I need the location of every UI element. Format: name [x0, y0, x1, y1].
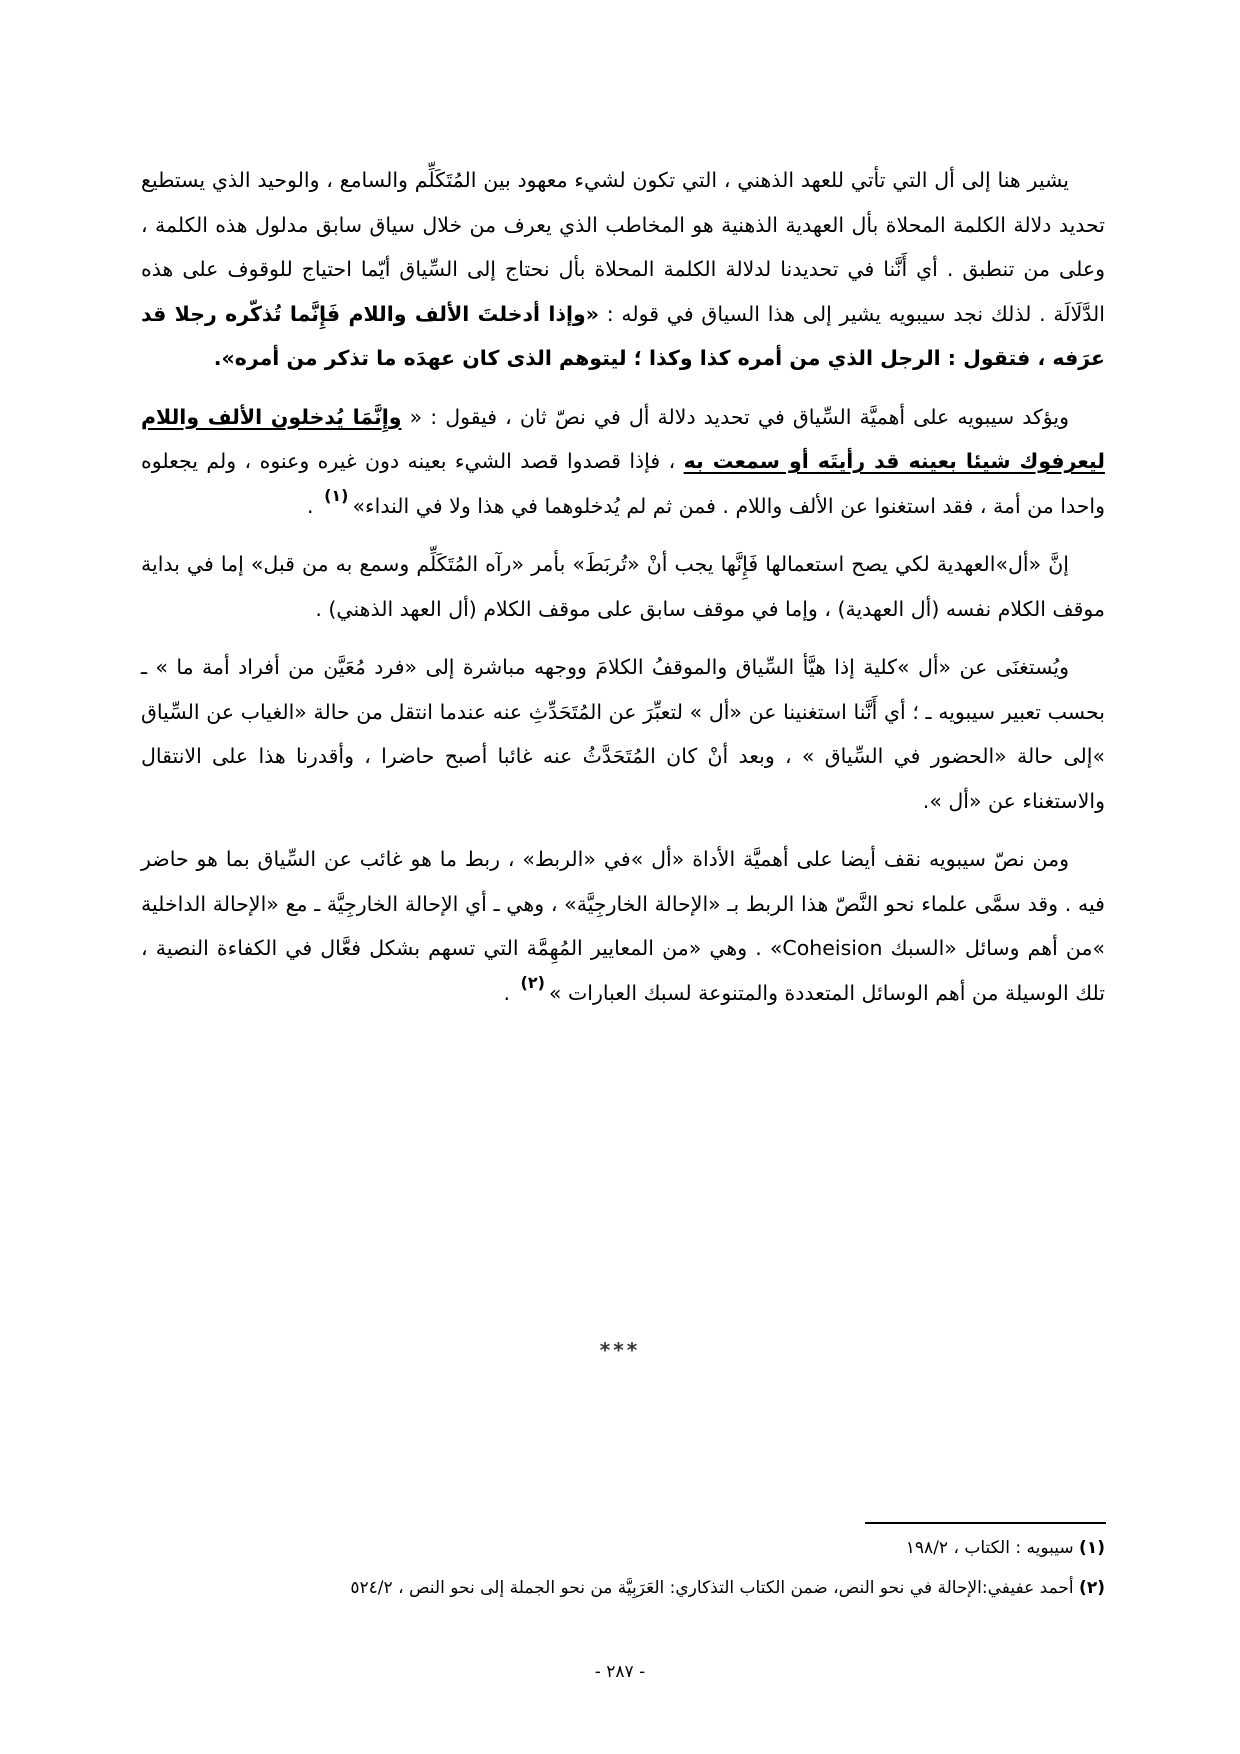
emphasized-quote: وإِنَّمَا يُدخلون الألف واللام ليعرفوك شيئا بعينه قد رأيتَه أو سمعت به: [141, 404, 1105, 473]
footnote: [135, 1576, 1105, 1600]
footnotes: [135, 1536, 1105, 1616]
text-run: .: [307, 493, 321, 518]
text-run: ومن نصّ سيبويه نقف أيضا على أهميَّة الأداة «أل »في «الربط» ، ربط ما هو غائب عن السِّياق بما هو حاضر فيه . وقد سمَّى علماء نحو النَّصّ هذا الربط بـ «الإحالة الخارجِيَّة» ، وهي ـ أي الإحالة الخارجِيَّة ـ مع «الإحالة الداخلية »من أهم وسائل «السبك Coheision» . وهي «من المعايير المُهِمَّة التي تسهم بشكل فعَّال في الكفاءة النصية ، تلك الوسيلة من أهم الوسائل المتعددة والمتنوعة لسبك العبارات »: [141, 847, 1105, 1005]
text-run: يشير هنا إلى أل التي تأتي للعهد الذهني ، التي تكون لشيء معهود بين المُتَكَلِّم والسامع ، والوحيد الذي يستطيع تحديد دلالة الكلمة المحلاة بأل العهدية الذهنية هو المخاطب الذي يعرف من خلال سياق سابق مدلول هذه الكلمة ، وعلى من تنطبق . أي أَنَّنا في تحديدنا لدلالة الكلمة المحلاة بأل نحتاج إلى السِّياق أيّما احتياج للوقوف على هذه الدَّلَالَة . لذلك نجد سيبويه يشير إلى هذا السياق في قوله :: [141, 168, 1105, 326]
footnote-text: سيبويه : الكتاب ، ١٩٨/٢: [905, 1538, 1080, 1558]
body-text: [141, 158, 1105, 1015]
footnote-number: (٢): [1079, 1578, 1105, 1598]
paragraph: [141, 158, 1105, 381]
footnote-text: أحمد عفيفي:الإحالة في نحو النص، ضمن الكتاب التذكاري: العَرَبِيَّة من نحو الجملة إلى نحو النص ، ٥٢٤/٢: [350, 1578, 1080, 1598]
footnote-reference: (١): [324, 485, 349, 505]
paragraph: [141, 645, 1105, 823]
text-run: ويؤكد سيبويه على أهميَّة السِّياق في تحديد دلالة أل في نصّ ثان ، فيقول : «: [401, 404, 1069, 429]
footnote: [135, 1536, 1105, 1560]
section-separator: ***: [599, 1338, 641, 1362]
paragraph: [141, 542, 1105, 631]
footnote-reference: (٢): [520, 972, 545, 992]
footnote-rule: [865, 1522, 1106, 1524]
text-run: .: [503, 980, 517, 1005]
text-run: إنَّ «أل»العهدية لكي يصح استعمالها فَإِنَّها يجب أنْ «تُربَطَ» بأمر «رآه المُتَكَلِّم وسمع به من قبل» إما في بداية موقف الكلام نفسه (أل العهدية) ، وإما في موقف سابق على موقف الكلام (أل العهد الذهني) .: [141, 552, 1105, 621]
paragraph: [141, 837, 1105, 1015]
text-run: ويُستغنَى عن «أل »كلية إذا هيَّأ السِّياق والموقفُ الكلامَ ووجهه مباشرة إلى «فرد مُعَيَّن من أفراد أمة ما » ـ بحسب تعبير سيبويه ـ ؛ أي أَنَّنا استغنينا عن «أل » لتعبِّرَ عن المُتَحَدِّثِ عنه عندما انتقل من حالة «الغياب عن السِّياق »إلى حالة «الحضور في السِّياق » ، وبعد أنْ كان المُتَحَدَّثُ عنه غائبا أصبح حاضرا ، وأقدرنا هذا على الانتقال والاستغناء عن «أل ».: [141, 655, 1105, 813]
footnote-number: (١): [1079, 1538, 1105, 1558]
text-run: ، فإذا قصدوا قصد الشيء بعينه دون غيره وعنوه ، ولم يجعلوه واحدا من أمة ، فقد استغنوا عن الألف واللام . فمن ثم لم يُدخلوهما في هذا ولا في النداء»: [141, 449, 1105, 518]
paragraph: [141, 395, 1105, 529]
page-number: - ٢٨٧ -: [594, 1662, 646, 1682]
emphasized-quote: «وإذا أدخلتَ الألف واللام فَإِنَّما تُذكّره رجلا قد عرَفه ، فتقول : الرجل الذي من أمره كذا وكذا ؛ ليتوهم الذى كان عهدَه ما تذكر من أمره».: [141, 301, 1105, 370]
